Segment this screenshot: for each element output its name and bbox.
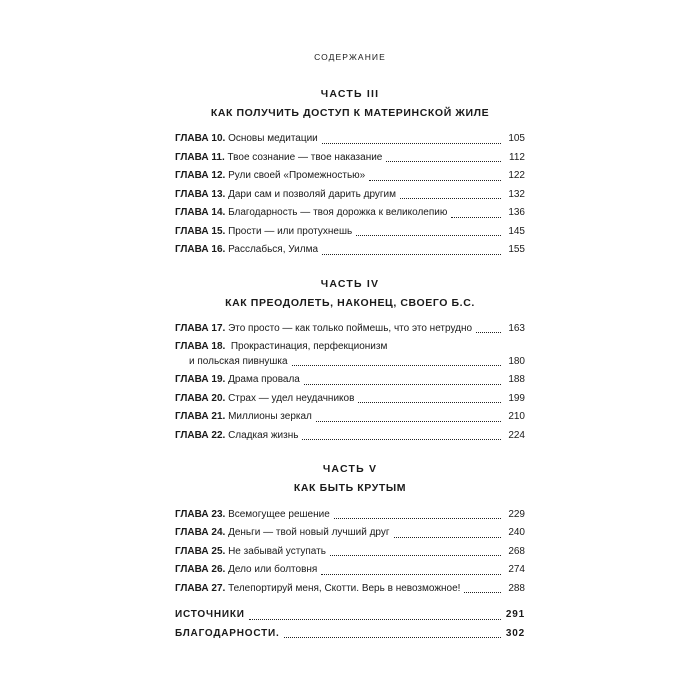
dot-leader	[330, 554, 501, 556]
dot-leader	[292, 364, 501, 366]
list-item[interactable]	[175, 410, 525, 425]
chapter-title: Расслабься, Уилма	[228, 244, 319, 256]
page-number: 268	[508, 545, 525, 557]
chapter-number: ГЛАВА 15.	[175, 225, 229, 237]
page-number: 240	[508, 527, 525, 539]
dot-leader	[386, 160, 501, 162]
running-head: СОДЕРЖАНИЕ	[314, 52, 386, 62]
chapter-number: ГЛАВА 19.	[175, 374, 229, 386]
toc-list-part-3	[175, 132, 525, 258]
chapter-title: Драма провала	[228, 374, 300, 386]
chapter-title: Дело или болтовня	[228, 564, 318, 576]
list-item[interactable]	[175, 429, 525, 444]
list-item[interactable]	[175, 508, 525, 523]
part-label-4: ЧАСТЬ IV	[320, 277, 380, 290]
dot-leader	[316, 420, 501, 422]
list-item[interactable]	[175, 243, 525, 258]
chapter-title: Основы медитации	[228, 133, 318, 145]
dot-leader	[322, 253, 501, 255]
chapter-number: ГЛАВА 26.	[175, 564, 229, 576]
chapter-title: Сладкая жизнь	[228, 429, 299, 441]
chapter-title: Дари сам и позволяй дарить другим	[228, 188, 397, 200]
page-number: 291	[505, 609, 525, 621]
section-title: ИСТОЧНИКИ	[175, 609, 245, 621]
list-item[interactable]	[175, 169, 525, 184]
page-number: 274	[508, 564, 525, 576]
dot-leader	[321, 573, 501, 575]
chapter-title: Не забывай уступать	[228, 545, 326, 557]
list-item[interactable]	[175, 392, 525, 407]
spacer	[175, 262, 525, 278]
chapter-number: ГЛАВА 13.	[175, 188, 229, 200]
chapter-number: ГЛАВА 21.	[175, 411, 229, 423]
chapter-number: ГЛАВА 12.	[175, 170, 229, 182]
dot-leader	[400, 197, 501, 199]
chapter-title: Это просто — как только поймешь, что это нетрудно	[228, 322, 473, 334]
toc-list-back-matter	[175, 608, 525, 641]
chapter-number: ГЛАВА 25.	[175, 545, 229, 557]
part-title-4: КАК ПРЕОДОЛЕТЬ, НАКОНЕЦ, СВОЕГО Б.С.	[225, 296, 475, 309]
chapter-title: Всемогущее решение	[228, 508, 330, 520]
page-number: 145	[508, 225, 525, 237]
chapter-number: ГЛАВА 24.	[175, 527, 229, 539]
part-title-3: КАК ПОЛУЧИТЬ ДОСТУП К МАТЕРИНСКОЙ ЖИЛЕ	[210, 107, 490, 119]
part-label-3: ЧАСТЬ III	[320, 88, 380, 100]
chapter-title: Твое сознание — твое наказание	[227, 151, 383, 163]
dot-leader	[369, 179, 501, 181]
chapter-number: ГЛАВА 20.	[175, 392, 229, 404]
chapter-title: Прокрастинация, перфекционизм	[230, 341, 388, 353]
list-item[interactable]	[175, 545, 525, 560]
chapter-number: ГЛАВА 27.	[175, 582, 229, 594]
chapter-number: ГЛАВА 14.	[175, 207, 229, 219]
spacer	[175, 600, 525, 608]
chapter-number: ГЛАВА 10.	[175, 133, 229, 145]
dot-leader	[322, 142, 501, 144]
chapter-number: ГЛАВА 16.	[175, 244, 229, 256]
page-number: 163	[508, 322, 525, 334]
dot-leader	[394, 536, 501, 538]
chapter-title: Благодарность — твоя дорожка к великолепию	[228, 207, 448, 219]
page-number: 199	[508, 392, 525, 404]
list-item[interactable]	[175, 206, 525, 221]
chapter-number: ГЛАВА 18.	[175, 341, 229, 353]
part-title-5: КАК БЫТЬ КРУТЫМ	[293, 482, 407, 495]
dot-leader	[334, 517, 501, 519]
dot-leader	[284, 636, 501, 638]
part-heading-3	[175, 88, 525, 120]
dot-leader	[356, 234, 501, 236]
page-number: 210	[508, 411, 525, 423]
dot-leader	[304, 383, 501, 385]
page-number: 288	[508, 582, 525, 594]
dot-leader	[249, 618, 501, 620]
list-item[interactable]	[175, 627, 525, 642]
toc-list-part-5	[175, 508, 525, 597]
list-item[interactable]	[175, 563, 525, 578]
chapter-title-continued: и польская пивнушка	[189, 355, 288, 367]
dot-leader	[358, 401, 501, 403]
list-item[interactable]	[175, 340, 525, 369]
part-heading-5	[175, 463, 525, 495]
chapter-title: Рули своей «Промежностью»	[228, 170, 366, 182]
list-item[interactable]	[175, 132, 525, 147]
chapter-number: ГЛАВА 23.	[175, 508, 229, 520]
part-heading-4	[175, 278, 525, 310]
part-label-5: ЧАСТЬ V	[322, 463, 378, 476]
dot-leader	[464, 591, 501, 593]
chapter-number: ГЛАВА 11.	[175, 151, 228, 163]
chapter-title: Телепортируй меня, Скотти. Верь в невозможное!	[228, 582, 461, 594]
list-item[interactable]	[175, 608, 525, 623]
page-number: 122	[508, 170, 525, 182]
page-number: 302	[505, 627, 525, 639]
list-item[interactable]	[175, 582, 525, 597]
chapter-title: Миллионы зеркал	[228, 411, 312, 423]
list-item[interactable]	[175, 322, 525, 337]
page-number: 112	[509, 151, 525, 163]
page-number: 188	[508, 374, 525, 386]
chapter-title: Страх — удел неудачников	[228, 392, 355, 404]
page-number: 155	[508, 244, 525, 256]
page-number: 136	[508, 207, 525, 219]
chapter-title: Прости — или протухнешь	[228, 225, 353, 237]
list-item[interactable]	[175, 526, 525, 541]
dot-leader	[302, 438, 501, 440]
page-number: 229	[508, 508, 525, 520]
list-item[interactable]	[175, 373, 525, 388]
dot-leader	[451, 216, 501, 218]
spacer	[175, 447, 525, 463]
list-item[interactable]	[175, 151, 525, 166]
chapter-number: ГЛАВА 22.	[175, 429, 229, 441]
page-number: 224	[508, 429, 525, 441]
page-number: 132	[508, 188, 525, 200]
chapter-title: Деньги — твой новый лучший друг	[228, 527, 390, 539]
dot-leader	[476, 331, 501, 333]
chapter-number: ГЛАВА 17.	[175, 322, 229, 334]
toc-list-part-4	[175, 322, 525, 444]
list-item[interactable]	[175, 188, 525, 203]
page-number: 105	[508, 133, 525, 145]
section-title: БЛАГОДАРНОСТИ.	[175, 627, 280, 639]
page-number: 180	[508, 355, 525, 367]
list-item[interactable]	[175, 225, 525, 240]
